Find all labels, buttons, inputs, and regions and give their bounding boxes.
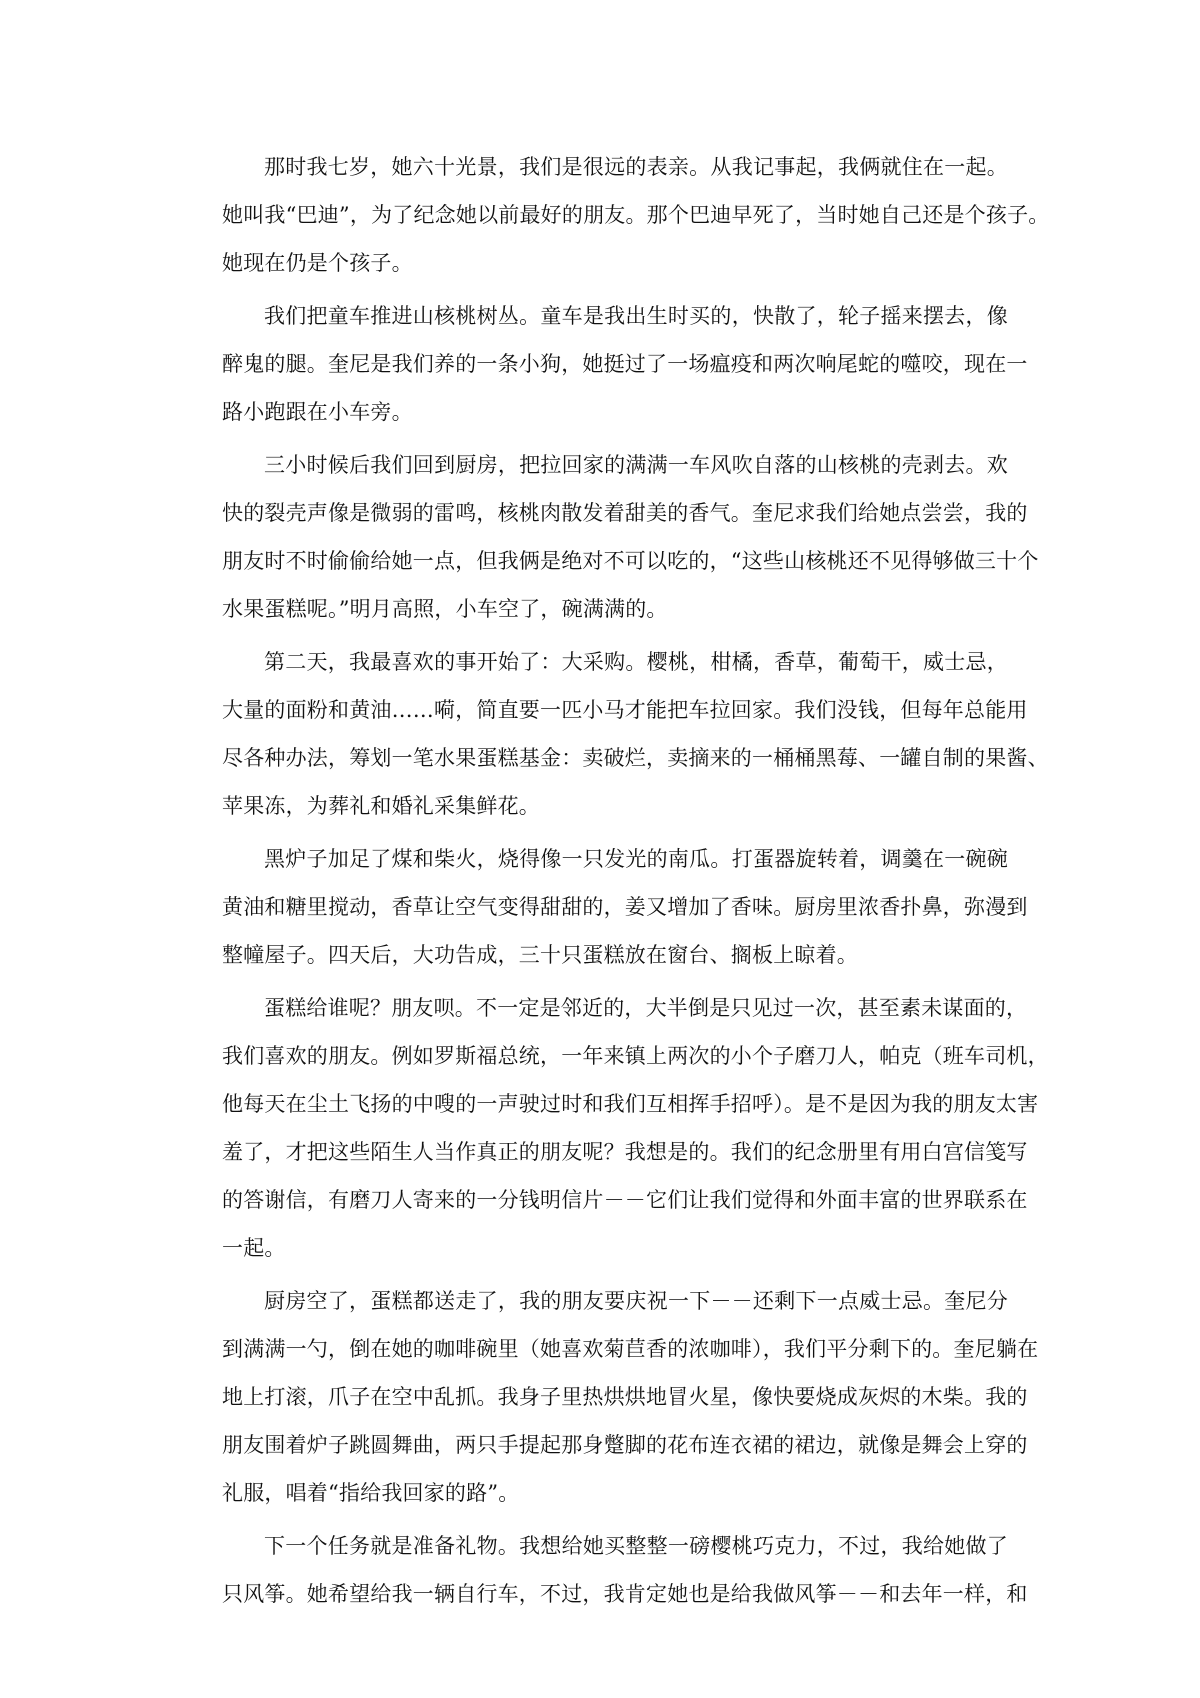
paragraph-line: 厨房空了，蛋糕都送走了，我的朋友要庆祝一下－－还剩下一点威士忌。奎尼分 — [264, 1289, 1008, 1313]
paragraph — [222, 638, 1049, 830]
paragraph-line: 大量的面粉和黄油……嗬，简直要一匹小马才能把车拉回家。我们没钱，但每年总能用 — [222, 698, 1028, 722]
paragraph-line: 她现在仍是个孩子。 — [222, 251, 413, 275]
paragraph-line: 黑炉子加足了煤和柴火，烧得像一只发光的南瓜。打蛋器旋转着，调羹在一碗碗 — [264, 847, 1008, 871]
paragraph-line: 苹果冻，为葬礼和婚礼采集鲜花。 — [222, 794, 540, 818]
paragraph-line: 到满满一勺，倒在她的咖啡碗里（她喜欢菊苣香的浓咖啡），我们平分剩下的。奎尼躺在 — [222, 1337, 1039, 1361]
paragraph-line: 路小跑跟在小车旁。 — [222, 400, 413, 424]
paragraph-line: 朋友时不时偷偷给她一点，但我俩是绝对不可以吃的，“这些山核桃还不见得够做三十个 — [222, 549, 1039, 573]
paragraph-line: 我们喜欢的朋友。例如罗斯福总统，一年来镇上两次的小个子磨刀人，帕克（班车司机， — [222, 1044, 1049, 1068]
article-body — [222, 143, 1050, 1618]
paragraph — [222, 1522, 1028, 1618]
paragraph-line: 整幢屋子。四天后，大功告成，三十只蛋糕放在窗台、搁板上晾着。 — [222, 943, 858, 967]
paragraph — [222, 1277, 1039, 1517]
paragraph-line: 下一个任务就是准备礼物。我想给她买整整一磅樱桃巧克力，不过，我给她做了 — [264, 1534, 1008, 1558]
paragraph — [222, 984, 1049, 1272]
paragraph-line: 水果蛋糕呢。”明月高照，小车空了，碗满满的。 — [222, 597, 668, 621]
paragraph-line: 黄油和糖里搅动，香草让空气变得甜甜的，姜又增加了香味。厨房里浓香扑鼻，弥漫到 — [222, 895, 1028, 919]
paragraph — [222, 835, 1028, 979]
paragraph-line: 快的裂壳声像是微弱的雷鸣，核桃肉散发着甜美的香气。奎尼求我们给她点尝尝，我的 — [222, 501, 1028, 525]
paragraph-line: 醉鬼的腿。奎尼是我们养的一条小狗，她挺过了一场瘟疫和两次响尾蛇的噬咬，现在一 — [222, 352, 1028, 376]
paragraph-line: 只风筝。她希望给我一辆自行车，不过，我肯定她也是给我做风筝－－和去年一样，和 — [222, 1582, 1028, 1606]
paragraph-line: 第二天，我最喜欢的事开始了：大采购。樱桃，柑橘，香草，葡萄干，威士忌， — [264, 650, 1008, 674]
paragraph-line: 礼服，唱着“指给我回家的路”。 — [222, 1481, 520, 1505]
paragraph-line: 尽各种办法，筹划一笔水果蛋糕基金：卖破烂，卖摘来的一桶桶黑莓、一罐自制的果酱、 — [222, 746, 1049, 770]
paragraph-line: 我们把童车推进山核桃树丛。童车是我出生时买的，快散了，轮子摇来摆去，像 — [264, 304, 1008, 328]
paragraph-line: 地上打滚，爪子在空中乱抓。我身子里热烘烘地冒火星，像快要烧成灰烬的木柴。我的 — [222, 1385, 1028, 1409]
paragraph-line: 的答谢信，有磨刀人寄来的一分钱明信片－－它们让我们觉得和外面丰富的世界联系在 — [222, 1188, 1028, 1212]
paragraph-line: 蛋糕给谁呢？朋友呗。不一定是邻近的，大半倒是只见过一次，甚至素未谋面的， — [264, 996, 1028, 1020]
paragraph-line: 他每天在尘土飞扬的中嗖的一声驶过时和我们互相挥手招呼）。是不是因为我的朋友太害 — [222, 1092, 1039, 1116]
paragraph-line: 羞了，才把这些陌生人当作真正的朋友呢？我想是的。我们的纪念册里有用白宫信笺写 — [222, 1140, 1028, 1164]
paragraph — [222, 292, 1028, 436]
paragraph-line: 一起。 — [222, 1236, 286, 1260]
paragraph — [222, 143, 1050, 287]
paragraph — [222, 441, 1039, 633]
paragraph-line: 她叫我“巴迪”，为了纪念她以前最好的朋友。那个巴迪早死了，当时她自己还是个孩子。 — [222, 203, 1050, 227]
paragraph-line: 朋友围着炉子跳圆舞曲，两只手提起那身蹩脚的花布连衣裙的裙边，就像是舞会上穿的 — [222, 1433, 1028, 1457]
paragraph-line: 那时我七岁，她六十光景，我们是很远的表亲。从我记事起，我俩就住在一起。 — [264, 155, 1008, 179]
paragraph-line: 三小时候后我们回到厨房，把拉回家的满满一车风吹自落的山核桃的壳剥去。欢 — [264, 453, 1008, 477]
